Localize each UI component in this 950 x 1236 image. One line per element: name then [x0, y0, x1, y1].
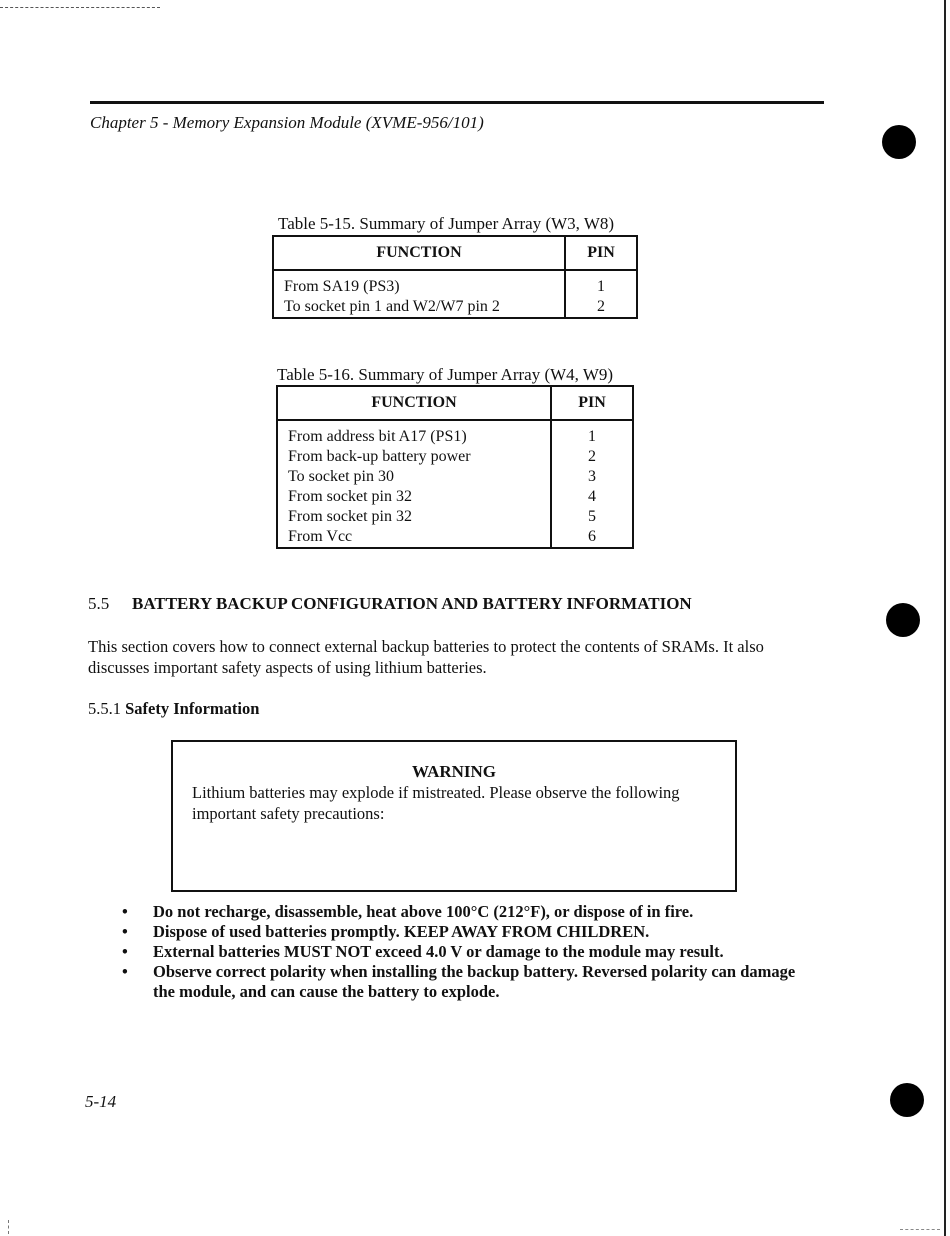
- table-cell-pin: 6: [588, 528, 596, 545]
- chapter-title: Chapter 5 - Memory Expansion Module (XVME-956/101): [90, 113, 484, 132]
- binder-hole-bottom: [890, 1083, 924, 1117]
- table-row: [277, 507, 633, 527]
- table-row: [277, 447, 633, 467]
- table-5-15-header-pin: PIN: [565, 236, 637, 270]
- table-cell-function: To socket pin 1 and W2/W7 pin 2: [273, 297, 565, 318]
- table-5-15-header-function: FUNCTION: [273, 236, 565, 270]
- header-rule: [90, 101, 824, 104]
- scan-edge-right-rule: [944, 0, 946, 1236]
- table-cell-function: From Vcc: [277, 527, 551, 548]
- table-5-15-caption: Table 5-15. Summary of Jumper Array (W3, W8): [278, 214, 615, 233]
- list-item: • Dispose of used batteries promptly. KEEP AWAY FROM CHILDREN.: [122, 922, 650, 941]
- table-cell-pin: 3: [588, 468, 596, 485]
- table-row: [277, 420, 633, 447]
- subsection-title: Safety Information: [125, 699, 260, 718]
- table-cell-function: From address bit A17 (PS1): [277, 420, 551, 447]
- bullet-icon: •: [122, 922, 128, 941]
- table-cell-function: From SA19 (PS3): [273, 270, 565, 297]
- table-cell-pin: 1: [597, 278, 605, 295]
- section-title: BATTERY BACKUP CONFIGURATION AND BATTERY INFORMATION: [132, 594, 692, 613]
- section-number: 5.5: [88, 594, 110, 613]
- table-5-15: [272, 235, 638, 319]
- table-cell-pin: 2: [597, 298, 605, 315]
- scan-artifact-bottom-left: [8, 1220, 9, 1234]
- section-5-5-paragraph: This section covers how to connect external backup batteries to protect the contents of SRAMs. It also discusses important safety aspects of using lithium batteries.: [88, 637, 764, 677]
- warning-title: WARNING: [411, 762, 497, 781]
- safety-precautions-list: [118, 902, 798, 1002]
- table-cell-function: From back-up battery power: [277, 447, 551, 467]
- table-cell-pin: 5: [588, 508, 596, 525]
- table-5-16-header-function: FUNCTION: [277, 386, 551, 420]
- table-5-16: [276, 385, 634, 549]
- scan-artifact-bottom-right: [900, 1229, 940, 1230]
- binder-hole-middle: [886, 603, 920, 637]
- list-item: • Do not recharge, disassemble, heat above 100°C (212°F), or dispose of in fire.: [122, 902, 694, 921]
- warning-text: Lithium batteries may explode if mistreated. Please observe the following important safety precautions:: [192, 783, 680, 823]
- table-row: [273, 297, 637, 318]
- table-cell-pin: 4: [588, 488, 596, 505]
- subsection-number: 5.5.1: [88, 699, 121, 718]
- bullet-icon: •: [122, 902, 128, 921]
- bullet-icon: •: [122, 942, 128, 961]
- list-item: • External batteries MUST NOT exceed 4.0 V or damage to the module may result.: [122, 942, 724, 961]
- list-item: • Observe correct polarity when installing the backup battery. Reversed polarity can damage the module, and can cause the battery to explode.: [122, 962, 796, 1001]
- warning-box: [171, 740, 737, 892]
- binder-hole-top: [882, 125, 916, 159]
- section-5-5-heading: [88, 594, 692, 614]
- table-row: [273, 270, 637, 297]
- table-5-16-caption: Table 5-16. Summary of Jumper Array (W4, W9): [277, 365, 614, 384]
- page-number: 5-14: [85, 1092, 117, 1111]
- table-cell-function: To socket pin 30: [277, 467, 551, 487]
- table-row: [277, 527, 633, 548]
- table-5-16-header-pin: PIN: [551, 386, 633, 420]
- table-cell-pin: 2: [588, 448, 596, 465]
- table-cell-function: From socket pin 32: [277, 487, 551, 507]
- table-row: [277, 487, 633, 507]
- table-row: [277, 467, 633, 487]
- scan-artifact-top-line: [0, 7, 160, 8]
- bullet-icon: •: [122, 962, 128, 981]
- table-cell-pin: 1: [588, 428, 596, 445]
- table-cell-function: From socket pin 32: [277, 507, 551, 527]
- section-5-5-1-heading: [88, 699, 259, 719]
